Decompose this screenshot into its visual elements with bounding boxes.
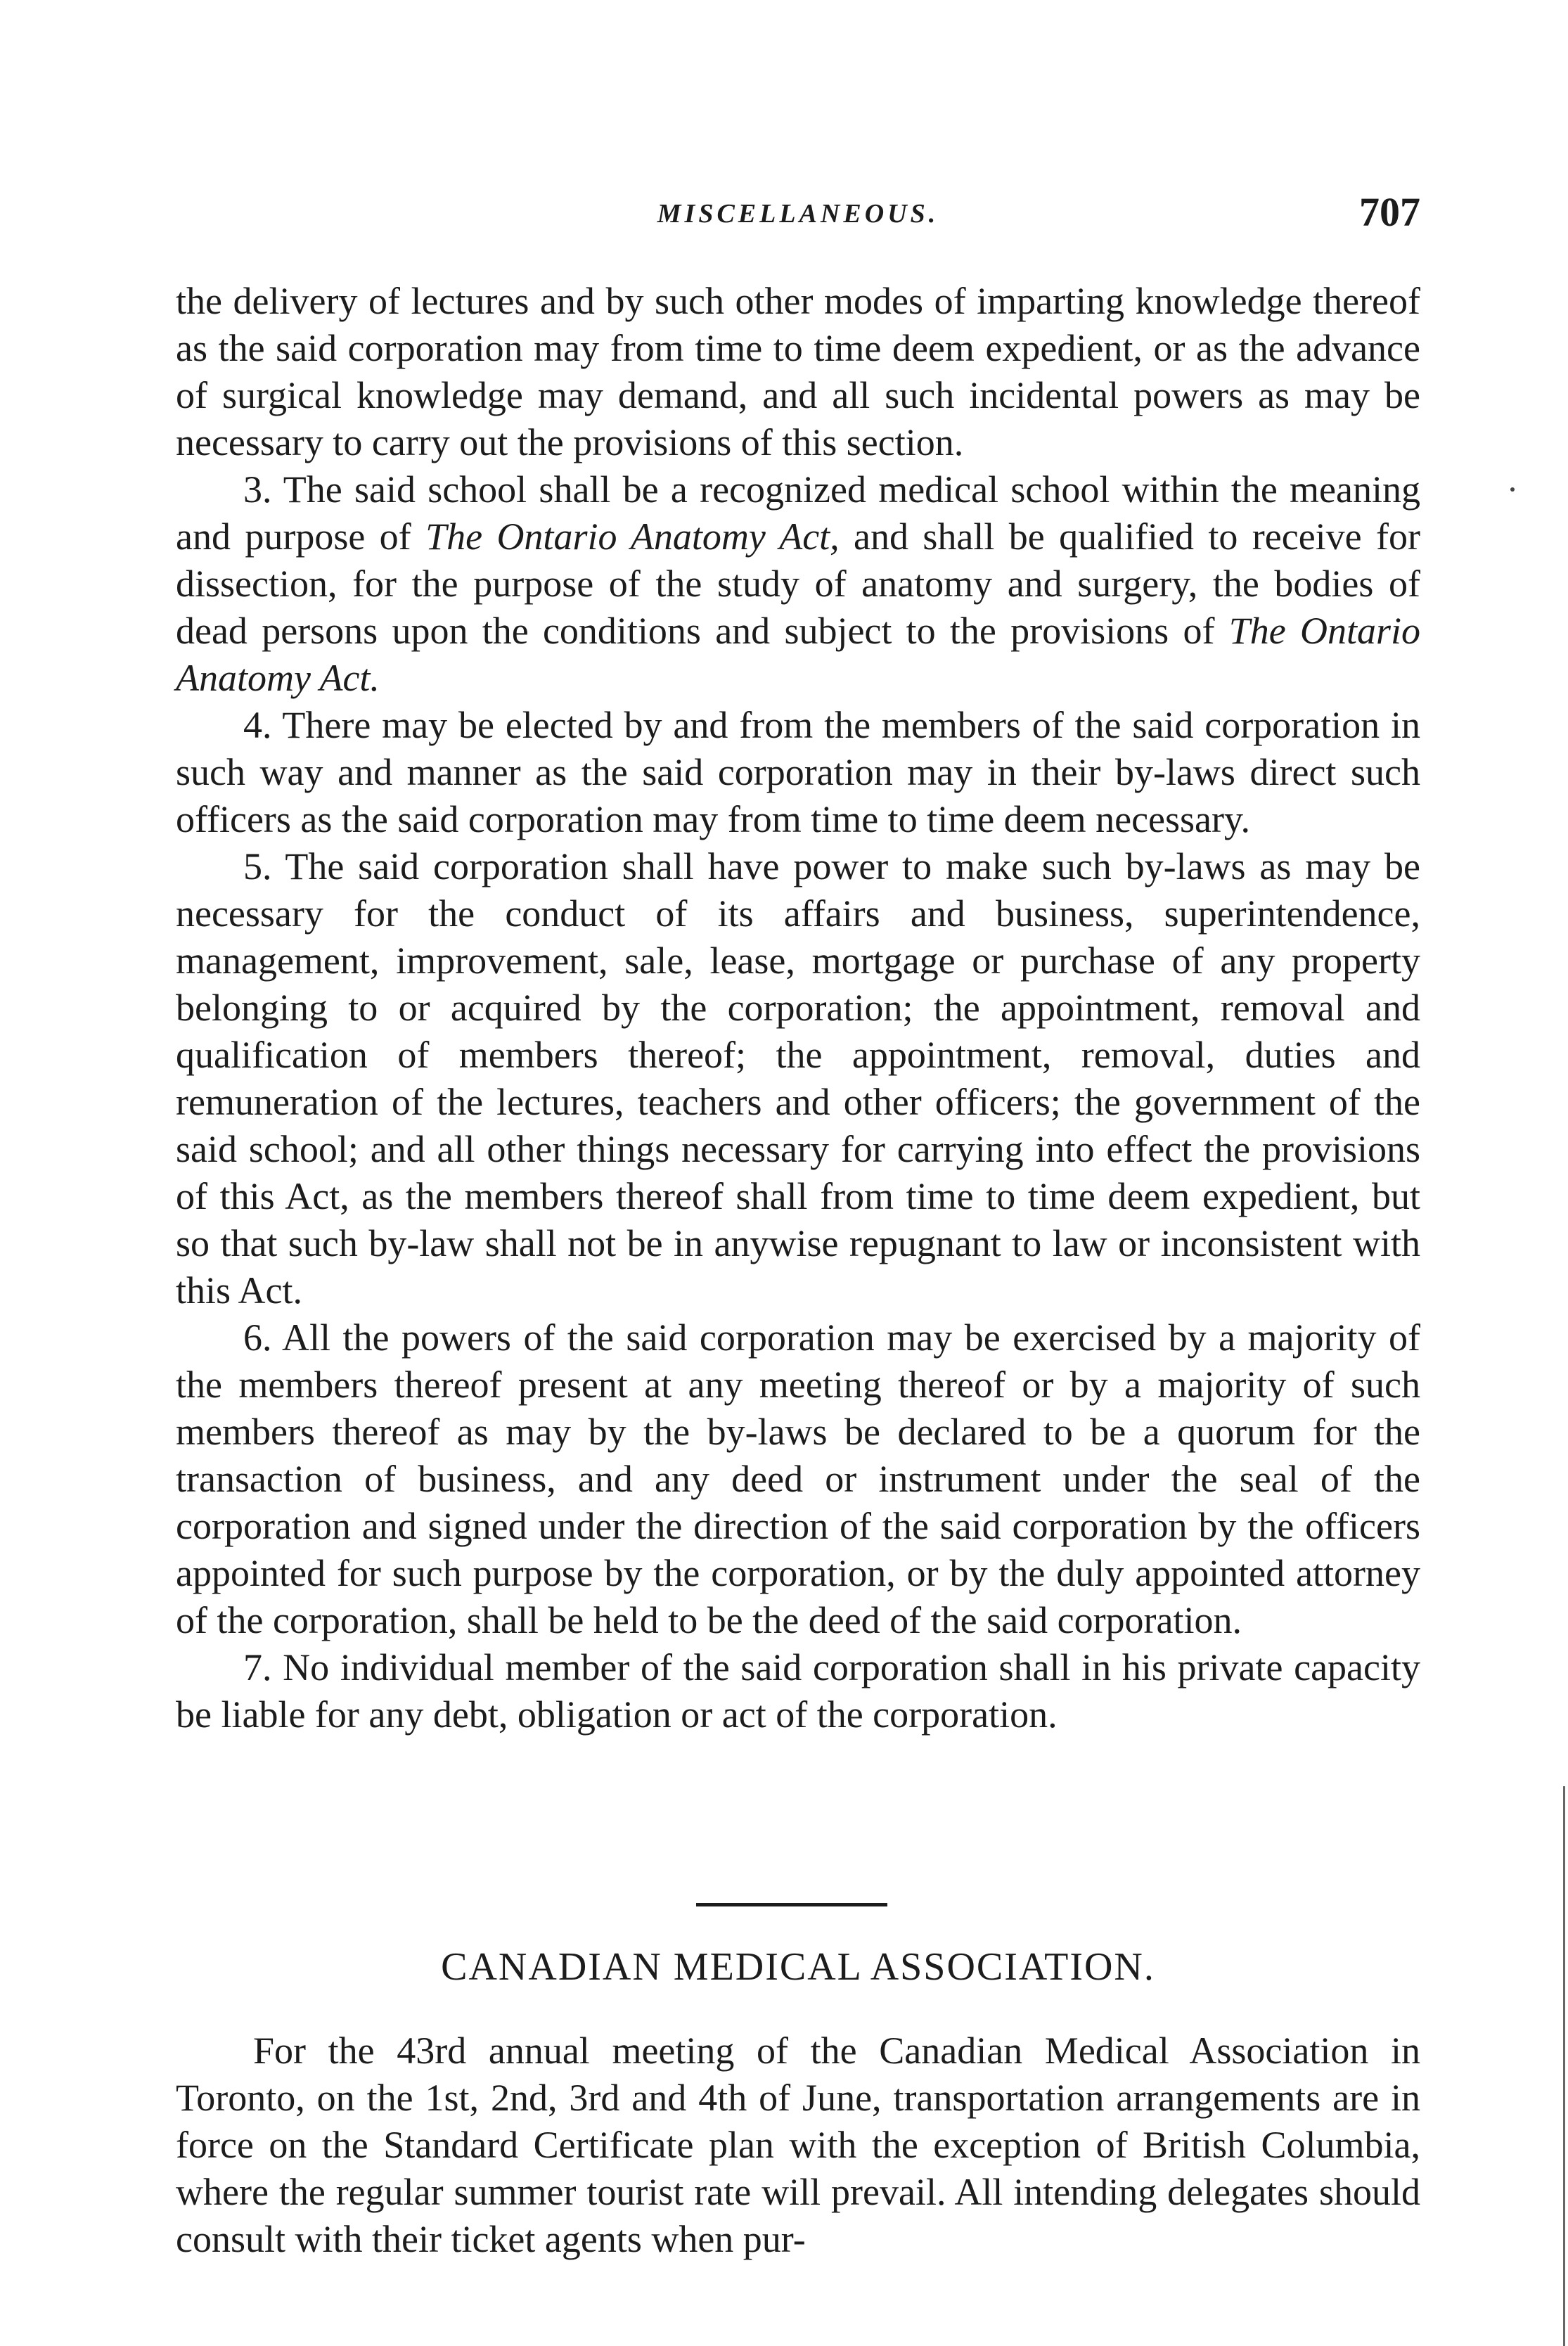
page-number: 707 <box>1359 189 1420 235</box>
body-text <box>176 278 1420 1738</box>
section-body <box>176 2027 1420 2263</box>
paragraph-section-7 <box>176 1644 1420 1738</box>
text-segment: and shall be qualified to receive for dissection, for the purpose of the study of anatomy and surgery, the bodies of dead persons upon the conditions and subject to the provisions of <box>176 515 1420 652</box>
text-segment: the delivery of lectures and by such other modes of imparting knowledge thereof as the said corporation may from time to time deem expedient, or as the advance of surgical knowledge may demand, and all such incidental powers as may be necessary to carry out the provisions of this section. <box>176 280 1420 463</box>
paragraph-section-6 <box>176 1314 1420 1644</box>
text-segment: 7. No individual member of the said corporation shall in his private capacity be liable for any debt, obligation or act of the corporation. <box>176 1646 1420 1736</box>
text-segment: 3. The said school shall be a recognized medical school within the meaning and purpose of <box>176 468 1420 558</box>
running-title: MISCELLANEOUS. <box>657 199 939 229</box>
paragraph-continued <box>176 278 1420 466</box>
section-paragraph: For the 43rd annual meeting of the Canadian Medical Association in Toronto, on the 1st, 2nd, 3rd and 4th of June, transportation arrangements are in force on the Standard Certificate plan with the exception of British Columbia, where the regular summer tourist rate will prevail. All intending delegates should consult with their ticket agents when pur- <box>176 2030 1420 2260</box>
act-title-italic: The Ontario Anatomy Act, <box>425 515 840 558</box>
text-segment: 6. All the powers of the said corporation may be exercised by a majority of the members thereof present at any meeting thereof or by a majority of such members thereof as may by the by-laws be declared to be a quorum for the transaction of business, and any deed or instrument under the seal of the corporation and signed under the direction of the said corporation by the officers appointed for such purpose by the corporation, or by the duly appointed attorney of the corporation, shall be held to be the deed of the said corporation. <box>176 1316 1420 1641</box>
paragraph-section-4 <box>176 702 1420 843</box>
text-segment: 4. There may be elected by and from the members of the said corporation in such way and manner as the said corporation may in their by-laws direct such officers as the said corporation may from time to time deem necessary. <box>176 704 1420 840</box>
paragraph-section-5 <box>176 843 1420 1314</box>
act-title-italic: The Ontario Anatomy Act. <box>176 610 1420 699</box>
paragraph-section-3 <box>176 466 1420 702</box>
section-divider <box>696 1903 887 1906</box>
stray-mark <box>1510 487 1515 492</box>
text-segment: 5. The said corporation shall have power to make such by-laws as may be necessary for the conduct of its affairs and business, superintendence, management, improvement, sale, lease, mortgage or purchase of any property belonging to or acquired by the corporation; the appointment, removal and qualification of members thereof; the appointment, removal, duties and remuneration of the lectures, teachers and other officers; the government of the said school; and all other things necessary for carrying into effect the provisions of this Act, as the members thereof shall from time to time deem expedient, but so that such by-law shall not be in anywise repugnant to law or inconsistent with this Act. <box>176 845 1420 1312</box>
page-edge-line <box>1563 1786 1565 2346</box>
section-title: CANADIAN MEDICAL ASSOCIATION. <box>441 1945 1155 1989</box>
running-head <box>176 188 1420 238</box>
